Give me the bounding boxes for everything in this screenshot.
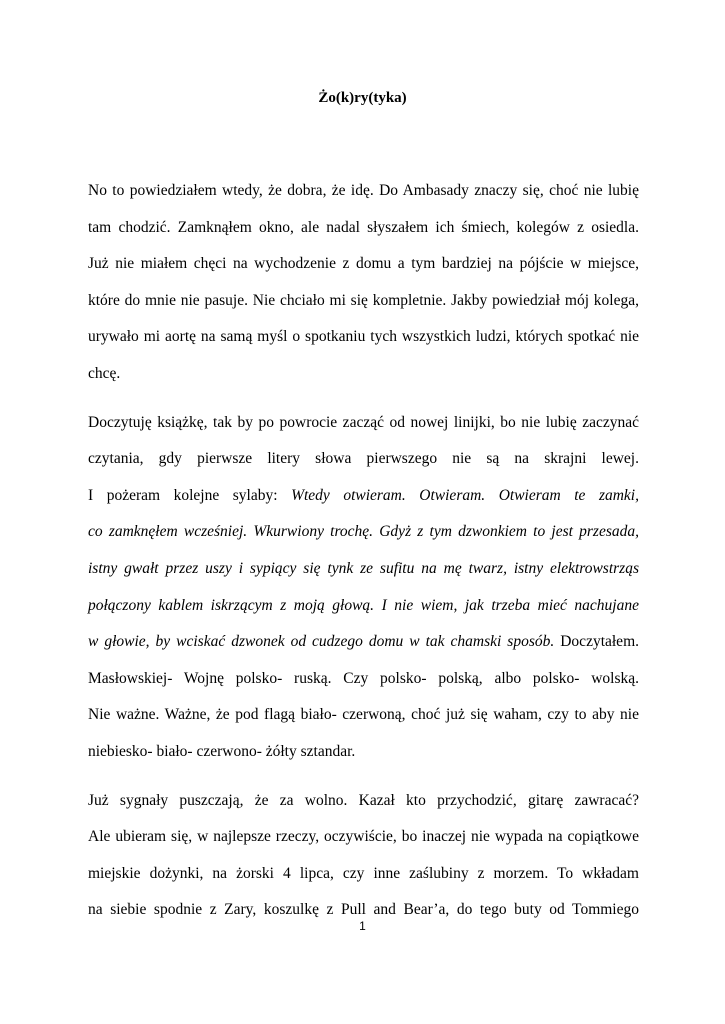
document-body — [88, 178, 639, 934]
text-segment: niebiesko- biało- czerwono- żółty sztandar. — [88, 742, 356, 760]
text-segment: Już sygnały puszczają, że za wolno. Kazał kto przychodzić, gitarę zawracać? — [88, 791, 639, 809]
text-line — [88, 215, 639, 252]
page-number: 1 — [359, 919, 366, 933]
text-line — [88, 361, 639, 398]
text-line — [88, 593, 639, 630]
text-line — [88, 824, 639, 861]
text-segment: No to powiedziałem wtedy, że dobra, że idę. Do Ambasady znaczy się, choć nie lubię — [88, 182, 639, 199]
text-line — [88, 556, 639, 593]
text-line — [88, 788, 639, 825]
text-line — [88, 739, 639, 776]
document-title: Żo(k)ry(tyka) — [318, 90, 407, 106]
text-line — [88, 629, 639, 666]
text-segment: Doczytałem. — [554, 633, 639, 651]
italic-text: co zamknęłem wcześniej. Wkurwiony trochę. Gdyż z tym dzwonkiem to jest przesada, — [88, 523, 639, 541]
text-line — [88, 483, 639, 520]
paragraph-spacer — [88, 776, 639, 788]
paragraph — [88, 788, 639, 934]
paragraph — [88, 410, 639, 776]
text-line — [88, 446, 639, 483]
text-line — [88, 702, 639, 739]
text-line — [88, 251, 639, 288]
text-line — [88, 410, 639, 447]
text-segment: czytania, gdy pierwsze litery słowa pierwszego nie są na skrajni lewej. — [88, 450, 639, 468]
text-segment: tam chodzić. Zamknąłem okno, ale nadal słyszałem ich śmiech, kolegów z osiedla. — [88, 218, 639, 236]
italic-text: istny gwałt przez uszy i sypiący się tynk ze sufitu na mę twarz, istny elektrowstrząs — [88, 559, 639, 577]
text-segment: Doczytuję książkę, tak by po powrocie zacząć od nowej linijki, bo nie lubię zaczynać — [88, 413, 639, 431]
text-segment: miejskie dożynki, na żorski 4 lipca, czy inne zaślubiny z morzem. To wkładam — [88, 864, 639, 882]
text-line — [88, 666, 639, 703]
italic-text: połączony kablem iskrzącym z moją głową. I nie wiem, jak trzeba mieć nachujane — [88, 596, 639, 614]
text-line — [88, 519, 639, 556]
text-segment: I pożeram kolejne sylaby: — [88, 486, 292, 504]
text-segment: chcę. — [88, 364, 121, 382]
paragraph-spacer — [88, 398, 639, 410]
text-line — [88, 324, 639, 361]
text-segment: które do mnie nie pasuje. Nie chciało mi się kompletnie. Jakby powiedział mój kolega, — [88, 291, 639, 309]
text-line — [88, 288, 639, 325]
italic-text: Wtedy otwieram. Otwieram. Otwieram te zamki, — [291, 486, 639, 504]
text-segment: na siebie spodnie z Zary, koszulkę z Pull and Bear’a, do tego buty od Tommiego — [88, 901, 639, 919]
italic-text: w głowie, by wciskać dzwonek od cudzego domu w tak chamski sposób. — [88, 633, 555, 651]
text-segment: urywało mi aortę na samą myśl o spotkaniu tych wszystkich ludzi, których spotkać nie — [88, 328, 639, 346]
text-line — [88, 178, 639, 215]
text-segment: Masłowskiej- Wojnę polsko- ruską. Czy polsko- polską, albo polsko- wolską. — [88, 669, 639, 687]
paragraph — [88, 178, 639, 398]
text-segment: Ale ubieram się, w najlepsze rzeczy, oczywiście, bo inaczej nie wypada na copiątkowe — [88, 828, 639, 846]
text-line — [88, 861, 639, 898]
text-segment: Nie ważne. Ważne, że pod flagą biało- czerwoną, choć już się waham, czy to aby nie — [88, 706, 639, 724]
text-segment: Już nie miałem chęci na wychodzenie z domu a tym bardziej na pójście w miejsce, — [88, 255, 639, 273]
